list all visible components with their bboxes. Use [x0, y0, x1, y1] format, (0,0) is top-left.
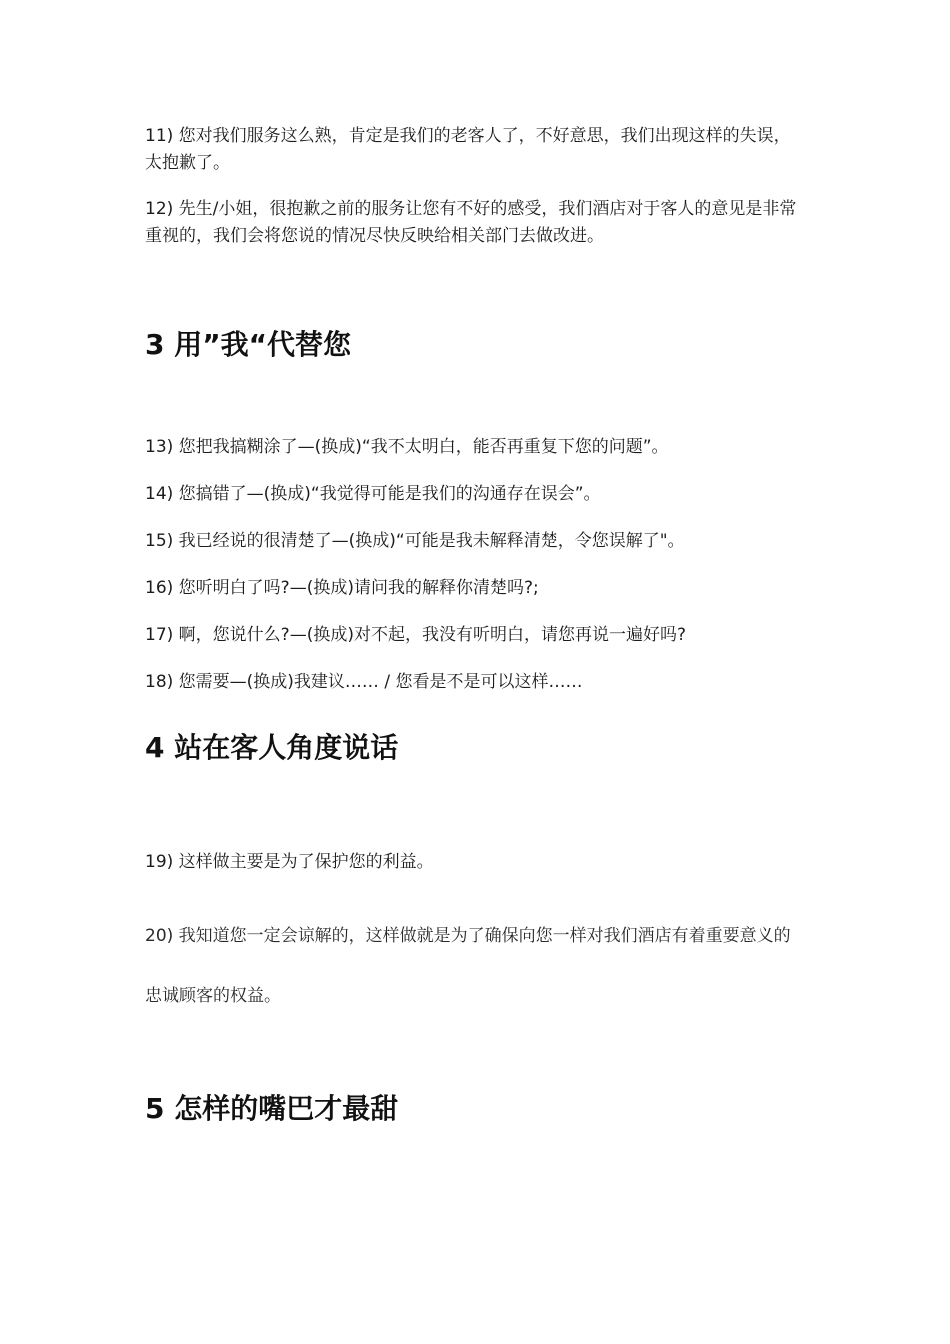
paragraph-15: 15) 我已经说的很清楚了—(换成)“可能是我未解释清楚，令您误解了"。	[145, 531, 685, 551]
paragraph-17: 17) 啊，您说什么?—(换成)对不起，我没有听明白，请您再说一遍好吗?	[145, 625, 686, 645]
paragraph-13: 13) 您把我搞糊涂了—(换成)“我不太明白，能否再重复下您的问题”。	[145, 437, 669, 457]
paragraph-12: 12) 先生/小姐，很抱歉之前的服务让您有不好的感受，我们酒店对于客人的意见是非常重视的，我们会将您说的情况尽快反映给相关部门去做改进。	[145, 199, 797, 246]
section-heading-5: 5 怎样的嘴巴才最甜	[145, 1092, 399, 1125]
paragraph-20: 20) 我知道您一定会谅解的，这样做就是为了确保向您一样对我们酒店有着重要意义的忠诚顾客的权益。	[145, 926, 791, 1006]
paragraph-19: 19) 这样做主要是为了保护您的利益。	[145, 852, 434, 872]
paragraph-18: 18) 您需要—(换成)我建议…… / 您看是不是可以这样……	[145, 672, 583, 692]
section-heading-4: 4 站在客人角度说话	[145, 731, 399, 764]
section-heading-3: 3 用”我“代替您	[145, 328, 352, 361]
paragraph-16: 16) 您听明白了吗?—(换成)请问我的解释你清楚吗?;	[145, 578, 539, 598]
paragraph-14: 14) 您搞错了—(换成)“我觉得可能是我们的沟通存在误会”。	[145, 484, 601, 504]
paragraph-11: 11) 您对我们服务这么熟，肯定是我们的老客人了，不好意思，我们出现这样的失误，太抱歉了。	[145, 126, 791, 173]
